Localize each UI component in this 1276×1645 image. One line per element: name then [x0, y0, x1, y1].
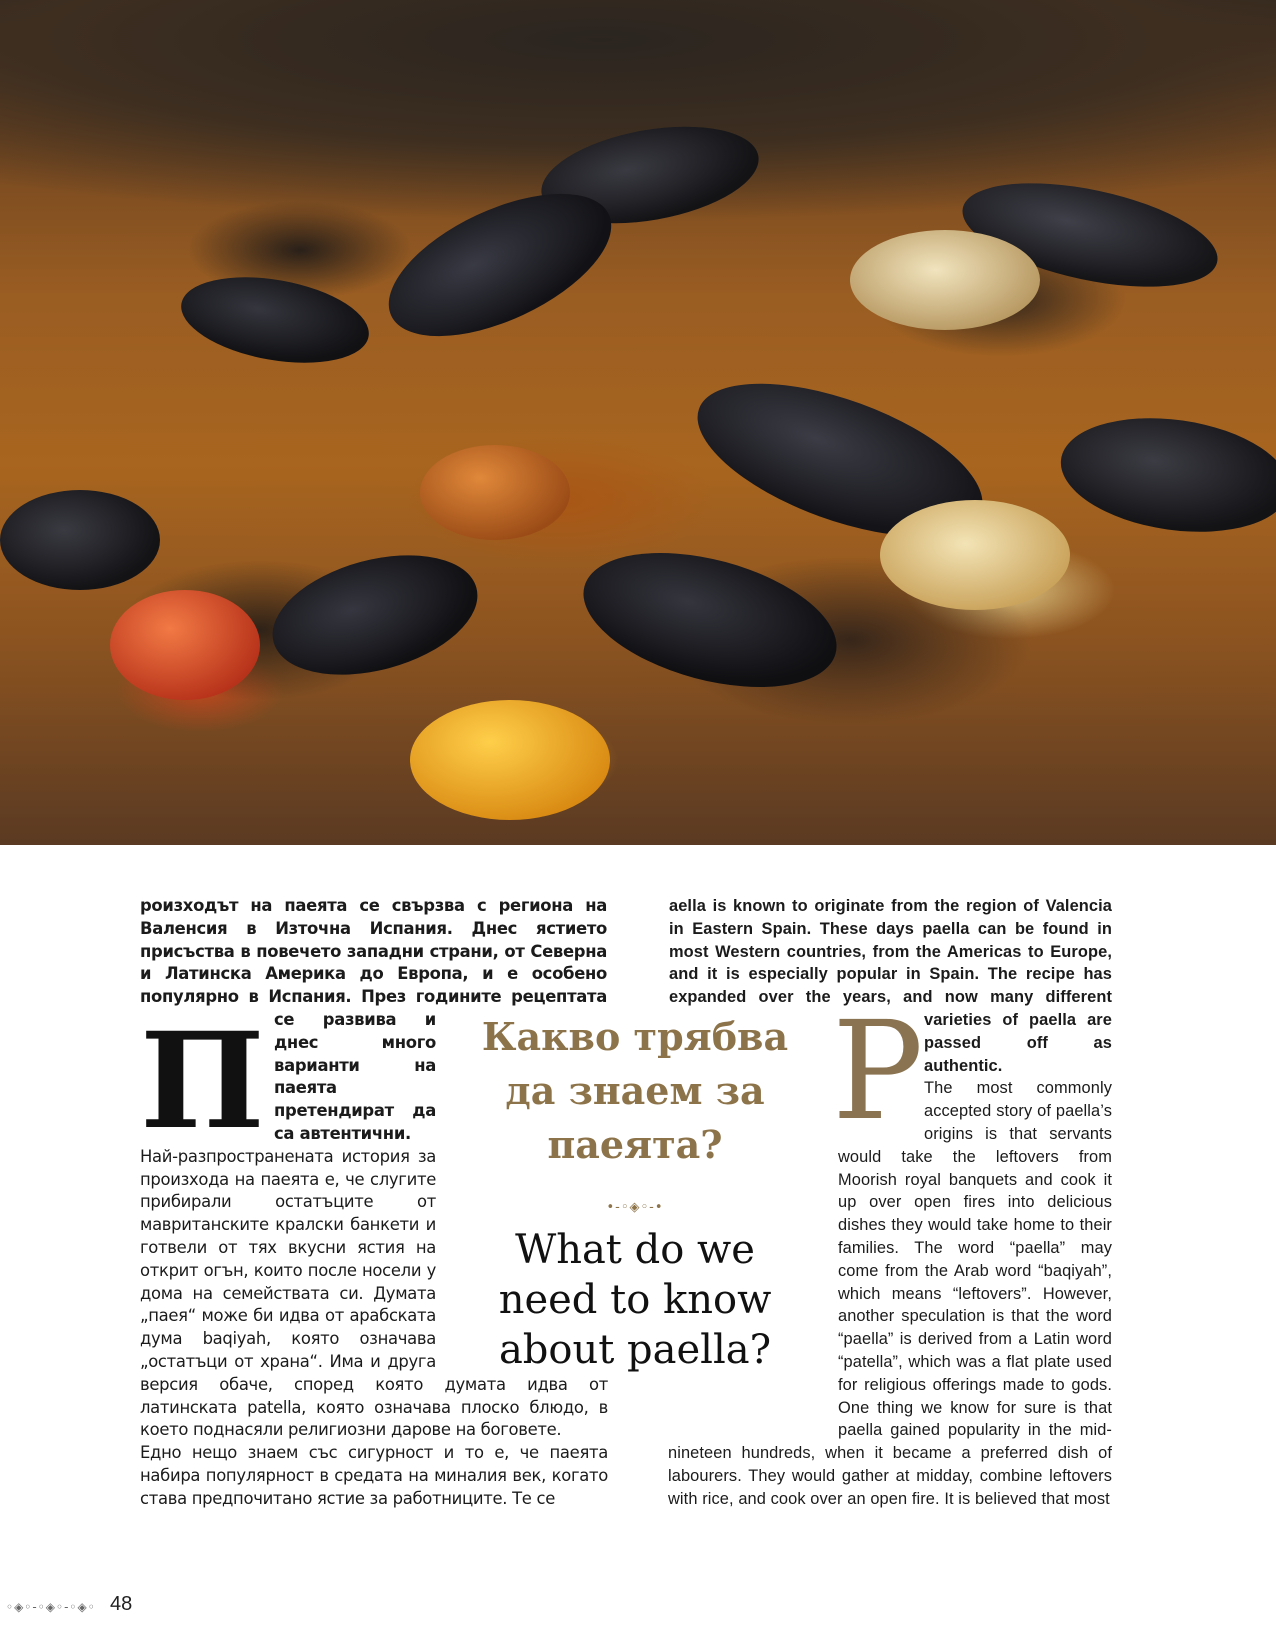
- title-english: What do we need to know about paella?: [498, 1227, 772, 1373]
- mussel-shape: [259, 535, 490, 696]
- article-title-block: [470, 1010, 800, 1375]
- mussel-shape: [569, 528, 851, 711]
- english-body-paragraph: The most commonly accepted story of paella’s origins is that servants would take the leftovers from Moorish royal banquets and cook it up over open fires into delicious dishes they would take home to their families. The word “paella” may come from the Arab word “baqiyah”, which means “leftovers”. However, another speculation is that the word “paella” is derived from a Latin word “patella”, which was a flat plate used for religious offerings made to gods. One thing we know for sure is that paella gained popularity in the mid-nineteen hundreds, when it became a preferred dish of labourers. They would gather at midday, combine leftovers with rice, and cook over an open fire. It is believed that most: [668, 1079, 1112, 1508]
- bulgarian-dropcap: П: [140, 1004, 265, 1159]
- footer-ornament: ◦◈◦-◦◈◦-◦◈◦: [6, 1600, 96, 1614]
- tomato-shape: [410, 700, 610, 820]
- english-dropcap: P: [832, 993, 924, 1151]
- page-number: 48: [110, 1593, 133, 1615]
- tomato-shape: [420, 445, 570, 540]
- bulgarian-lead-text: роизходът на паеята се свързва с региона на Валенсия в Източна Испания. Днес ястието присъства в повечето западни страни, от Северна и Латинска Америка до Европа, и е особено популярно в Испания. През годините рецептата се развива и днес много варианти на паеята претендират да са автентични.: [140, 896, 607, 1143]
- english-lead-text: aella is known to originate from the region of Valencia in Eastern Spain. These days paella can be found in most Western countries, from the Americas to Europe, and it is especially popular in Spain. The recipe has expanded over the years, and now many different varieties of paella are passed off as authentic.: [669, 897, 1112, 1075]
- tomato-shape: [110, 590, 260, 700]
- title-bulgarian: Какво трябва да знаем за паеята?: [481, 1014, 789, 1167]
- mussel-shape: [174, 264, 375, 376]
- mussel-shape: [1053, 405, 1276, 546]
- mussel-shape: [0, 490, 160, 590]
- clam-shape: [880, 500, 1070, 610]
- clam-shape: [850, 230, 1040, 330]
- bulgarian-body-paragraph-1: Най-разпространената история за произхода на паеята е, че слугите прибирали остатъците от мавританските кралски банкети и готвели от тях вкусни ястия на открит огън, които после носели у дома на семействата си. Думата „паея“ може би идва от арабската дума baqiyah, която означава „остатъци от храна“. Има и друга версия обаче, според която думата идва от латинската patella, която означава плоско блюдо, в което поднасяли религиозни дарове на боговете.: [140, 1146, 608, 1440]
- ornament-divider: •-◦◈◦-•: [606, 1200, 664, 1215]
- bulgarian-body-paragraph-2: Едно нещо знаем със сигурност и то е, че паеята набира популярност в средата на миналия век, когато става предпочитано ястие за работниците. Те се: [140, 1443, 608, 1508]
